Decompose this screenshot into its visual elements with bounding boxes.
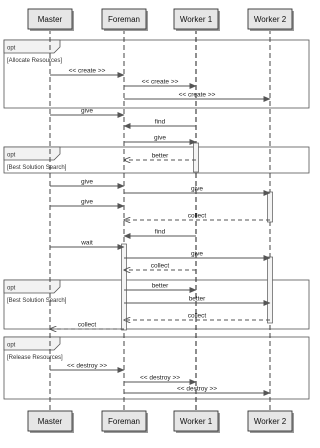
message-give [124, 186, 270, 194]
frame-operator: opt [7, 45, 16, 52]
frame-operator: opt [7, 342, 16, 349]
message-label: wait [81, 239, 93, 247]
message-label: give [81, 178, 93, 186]
message-label: find [154, 228, 166, 236]
message-better [124, 153, 196, 161]
message-label: << create >> [178, 91, 216, 99]
participant-name: Master [37, 15, 63, 24]
message-create [50, 68, 124, 76]
message-collect [124, 263, 196, 271]
frame-guard: [Best Solution Search] [7, 298, 67, 304]
participant-worker-2-bottom [248, 411, 294, 433]
message-label: << create >> [68, 67, 106, 75]
participant-foreman-top [102, 9, 148, 31]
participant-worker-1-bottom [174, 411, 220, 433]
frame-operator: opt [7, 285, 16, 292]
message-label: << destroy >> [139, 374, 181, 382]
message-create [124, 92, 270, 100]
message-label: collect [77, 321, 97, 329]
message-label: find [154, 118, 166, 126]
message-collect [124, 213, 270, 221]
frame-guard: [Allocate Resources] [7, 58, 63, 64]
activation-bar [194, 143, 199, 172]
participant-master-bottom [28, 411, 74, 433]
frame-guard: [Best Solution Search] [7, 165, 67, 171]
message-label: better [151, 152, 169, 160]
message-give [50, 108, 124, 116]
participant-worker-1-top [174, 9, 220, 31]
message-create [124, 79, 196, 87]
participant-name: Worker 1 [179, 15, 213, 24]
message-wait [50, 240, 124, 248]
frame-guard: [Release Resources] [7, 355, 63, 361]
participant-name: Foreman [107, 15, 141, 24]
message-give [50, 199, 124, 207]
message-label: give [191, 250, 203, 258]
message-label: give [154, 134, 166, 142]
message-give [124, 135, 196, 143]
message-label: better [188, 295, 206, 303]
activation-bar [122, 244, 127, 330]
message-label: give [191, 185, 203, 193]
message-label: give [81, 198, 93, 206]
participant-foreman-bottom [102, 411, 148, 433]
message-give [124, 251, 270, 259]
message-better [124, 283, 196, 291]
participant-name: Master [37, 417, 63, 426]
message-label: collect [150, 262, 170, 270]
activation-bar [268, 192, 273, 222]
message-label: << create >> [141, 78, 179, 86]
participant-name: Worker 2 [253, 15, 287, 24]
message-collect [124, 313, 270, 321]
message-destroy [124, 375, 196, 383]
message-label: better [151, 282, 169, 290]
participant-worker-2-top [248, 9, 294, 31]
message-label: << destroy >> [176, 385, 218, 393]
participant-name: Worker 1 [179, 417, 213, 426]
message-give [50, 179, 124, 187]
message-collect [50, 322, 124, 330]
message-find [124, 229, 196, 237]
message-label: give [81, 107, 93, 115]
participant-name: Worker 2 [253, 417, 287, 426]
message-label: collect [187, 312, 207, 320]
participant-master-top [28, 9, 74, 31]
frame-operator: opt [7, 152, 16, 159]
participant-name: Foreman [107, 417, 141, 426]
message-destroy [124, 386, 270, 394]
message-better [124, 296, 270, 304]
message-label: << destroy >> [66, 362, 108, 370]
message-label: collect [187, 212, 207, 220]
activation-bar [268, 257, 273, 323]
message-find [124, 119, 196, 127]
message-destroy [50, 363, 124, 371]
